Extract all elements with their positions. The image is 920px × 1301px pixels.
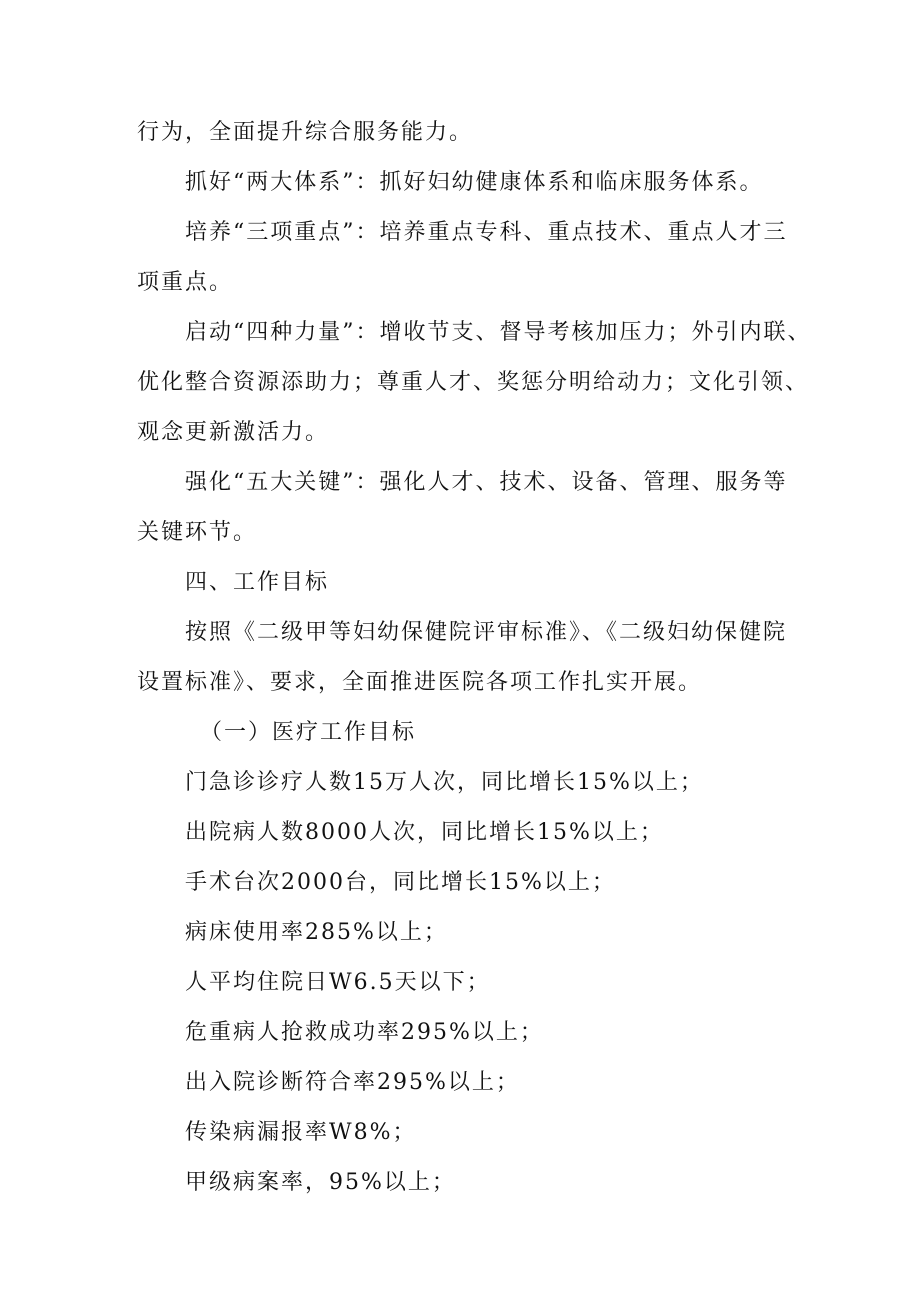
list-item: 出入院诊断符合率295%以上； <box>185 1070 520 1095</box>
paragraph-line: 行为，全面提升综合服务能力。 <box>137 120 474 145</box>
list-item: 出院病人数8000人次，同比增长15%以上； <box>185 820 664 845</box>
list-item: 甲级病案率，95%以上； <box>185 1170 456 1195</box>
paragraph-line: 观念更新激活力。 <box>137 420 330 445</box>
list-item: 病床使用率285%以上； <box>185 920 448 945</box>
paragraph-line: 培养“三项重点”：培养重点专科、重点技术、重点人才三 <box>185 220 788 245</box>
paragraph-line: 优化整合资源添助力；尊重人才、奖惩分明给动力；文化引领、 <box>137 370 810 395</box>
paragraph-line: 强化“五大关键”：强化人才、技术、设备、管理、服务等 <box>185 470 788 495</box>
list-item: 手术台次2000台，同比增长15%以上； <box>185 870 616 895</box>
list-item: 门急诊诊疗人数15万人次，同比增长15%以上； <box>185 770 704 795</box>
paragraph-line: 项重点。 <box>137 270 234 295</box>
list-item: 危重病人抢救成功率295%以上； <box>185 1020 544 1045</box>
paragraph-line: 抓好“两大体系”：抓好妇幼健康体系和临床服务体系。 <box>185 170 764 195</box>
paragraph-line: 按照《二级甲等妇幼保健院评审标准》、《二级妇幼保健院 <box>185 620 788 645</box>
paragraph-line: 启动“四种力量”：增收节支、督导考核加压力；外引内联、 <box>185 320 812 345</box>
list-item: 传染病漏报率W8%； <box>185 1120 417 1145</box>
list-item: 人平均住院日W6.5天以下； <box>185 970 491 995</box>
paragraph-line: 关键环节。 <box>137 520 258 545</box>
paragraph-line: 设置标准》、要求，全面推进医院各项工作扎实开展。 <box>137 670 703 695</box>
section-heading: 四、工作目标 <box>185 570 330 595</box>
subsection-heading: （一）医疗工作目标 <box>200 720 417 745</box>
